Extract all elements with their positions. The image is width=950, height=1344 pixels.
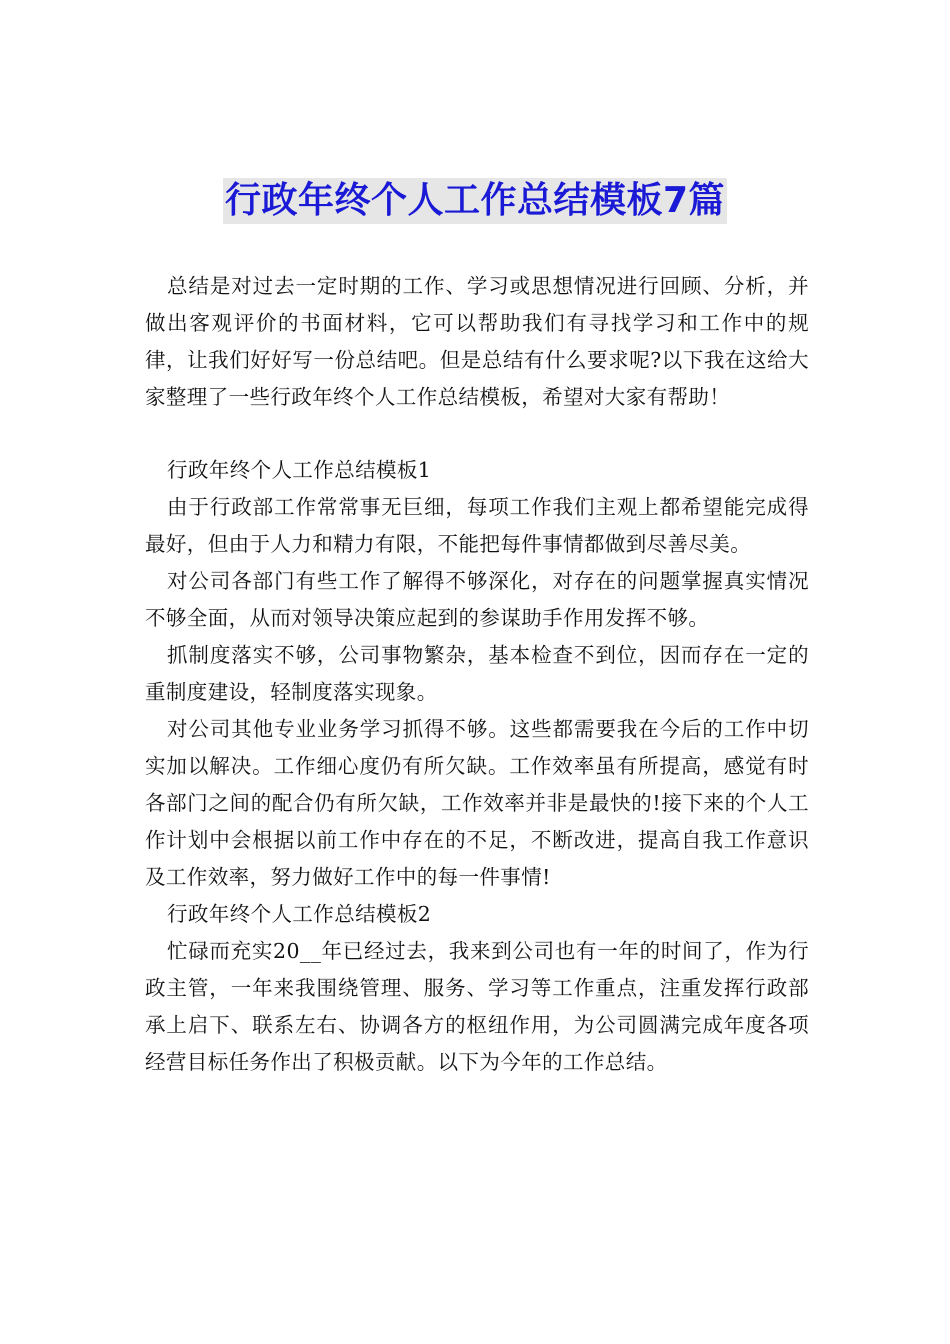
document-body <box>145 268 809 1081</box>
section-2-heading: 行政年终个人工作总结模板2 <box>167 902 432 926</box>
title-wrapper <box>0 178 950 224</box>
paragraph-gap <box>145 416 809 452</box>
section-1-paragraph: 抓制度落实不够，公司事物繁杂，基本检查不到位，因而存在一定的重制度建设，轻制度落实现象。 <box>145 643 809 704</box>
section-1-paragraph: 由于行政部工作常常事无巨细，每项工作我们主观上都希望能完成得最好，但由于人力和精力有限，不能把每件事情都做到尽善尽美。 <box>145 495 809 556</box>
section-1-paragraph: 对公司其他专业业务学习抓得不够。这些都需要我在今后的工作中切实加以解决。工作细心度仍有所欠缺。工作效率虽有所提高，感觉有时各部门之间的配合仍有所欠缺，工作效率并非是最快的!接下来的个人工作计划中会根据以前工作中存在的不足，不断改进，提高自我工作意识及工作效率，努力做好工作中的每一件事情! <box>145 717 809 889</box>
intro-paragraph: 总结是对过去一定时期的工作、学习或思想情况进行回顾、分析，并做出客观评价的书面材料，它可以帮助我们有寻找学习和工作中的规律，让我们好好写一份总结吧。但是总结有什么要求呢?以下我在这给大家整理了一些行政年终个人工作总结模板，希望对大家有帮助！ <box>145 274 809 409</box>
section-2-paragraph: 忙碌而充实20__年已经过去，我来到公司也有一年的时间了，作为行政主管，一年来我围绕管理、服务、学习等工作重点，注重发挥行政部承上启下、联系左右、协调各方的枢纽作用，为公司圆满完成年度各项经营目标任务作出了积极贡献。以下为今年的工作总结。 <box>145 939 809 1074</box>
section-1-paragraph: 对公司各部门有些工作了解得不够深化，对存在的问题掌握真实情况不够全面，从而对领导决策应起到的参谋助手作用发挥不够。 <box>145 569 809 630</box>
document-title: 行政年终个人工作总结模板7篇 <box>223 178 727 224</box>
section-1-heading: 行政年终个人工作总结模板1 <box>167 458 432 482</box>
